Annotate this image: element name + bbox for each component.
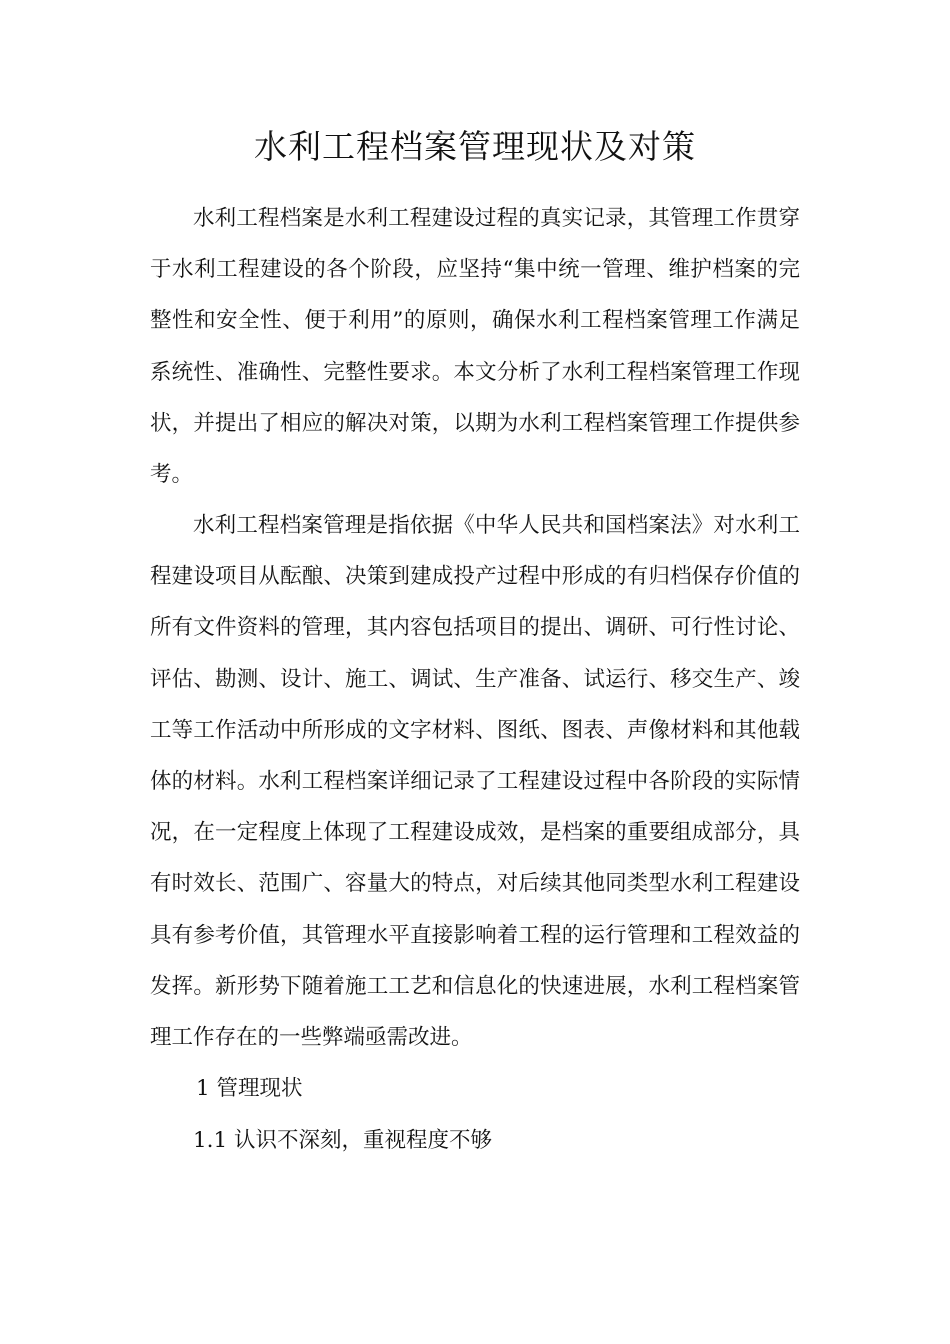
intro-paragraph: 水利工程档案是水利工程建设过程的真实记录，其管理工作贯穿于水利工程建设的各个阶段，应坚持“集中统一管理、维护档案的完整性和安全性、便于利用”的原则，确保水利工程档案管理工作满足系统性、准确性、完整性要求。本文分析了水利工程档案管理工作现状，并提出了相应的解决对策，以期为水利工程档案管理工作提供参考。 bbox=[150, 206, 800, 488]
subsection-heading: 1.1 认识不深刻，重视程度不够 bbox=[193, 1128, 493, 1153]
section-heading: 1 管理现状 bbox=[196, 1076, 303, 1101]
document-title: 水利工程档案管理现状及对策 bbox=[254, 127, 696, 166]
definition-paragraph: 水利工程档案管理是指依据《中华人民共和国档案法》对水利工程建设项目从酝酿、决策到建成投产过程中形成的有归档保存价值的所有文件资料的管理，其内容包括项目的提出、调研、可行性讨论、评估、勘测、设计、施工、调试、生产准备、试运行、移交生产、竣工等工作活动中所形成的文字材料、图纸、图表、声像材料和其他载体的材料。水利工程档案详细记录了工程建设过程中各阶段的实际情况，在一定程度上体现了工程建设成效，是档案的重要组成部分，具有时效长、范围广、容量大的特点，对后续其他同类型水利工程建设具有参考价值，其管理水平直接影响着工程的运行管理和工程效益的发挥。新形势下随着施工工艺和信息化的快速进展，水利工程档案管理工作存在的一些弊端亟需改进。 bbox=[150, 513, 800, 1051]
